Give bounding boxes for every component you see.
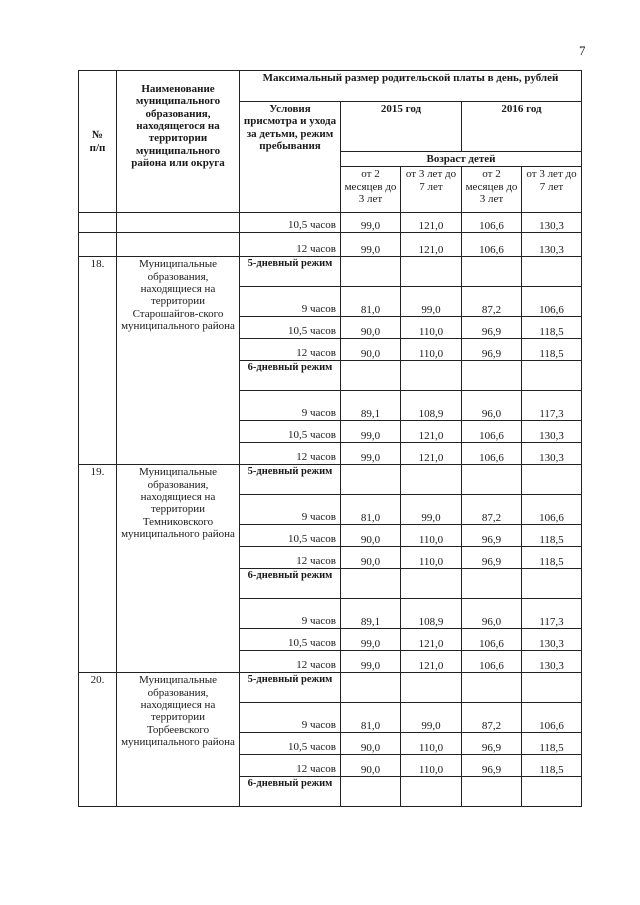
value-cell: 87,2 <box>462 287 522 317</box>
value-cell: 99,0 <box>401 703 462 733</box>
duration-cell: 12 часов <box>240 443 341 465</box>
duration-cell: 9 часов <box>240 703 341 733</box>
duration-cell: 10,5 часов <box>240 317 341 339</box>
value-cell: 99,0 <box>341 629 401 651</box>
header-age-2015-a: от 2 месяцев до 3 лет <box>341 167 401 213</box>
duration-cell: 12 часов <box>240 755 341 777</box>
value-cell: 106,6 <box>462 213 522 233</box>
value-cell: 108,9 <box>401 391 462 421</box>
value-cell: 90,0 <box>341 317 401 339</box>
value-cell: 87,2 <box>462 703 522 733</box>
section-name: Муниципальные образования, находящиеся на территории Старошайгов-ского муниципального района <box>117 257 240 465</box>
value-cell: 110,0 <box>401 755 462 777</box>
value-cell: 110,0 <box>401 733 462 755</box>
duration-cell: 9 часов <box>240 287 341 317</box>
value-cell: 96,0 <box>462 599 522 629</box>
value-cell: 90,0 <box>341 525 401 547</box>
value-cell: 118,5 <box>522 755 582 777</box>
section-name: Муниципальные образования, находящиеся на территории Торбеевского муниципального района <box>117 673 240 807</box>
empty-cell <box>401 569 462 599</box>
value-cell: 99,0 <box>341 421 401 443</box>
value-cell: 130,3 <box>522 443 582 465</box>
duration-cell: 12 часов <box>240 339 341 361</box>
value-cell: 96,9 <box>462 733 522 755</box>
value-cell: 118,5 <box>522 547 582 569</box>
empty-cell <box>522 569 582 599</box>
mode-label: 6-дневный режим <box>240 777 341 807</box>
duration-cell: 9 часов <box>240 391 341 421</box>
duration-cell: 9 часов <box>240 599 341 629</box>
value-cell: 99,0 <box>341 213 401 233</box>
mode-label: 5-дневный режим <box>240 465 341 495</box>
empty-cell <box>401 777 462 807</box>
value-cell: 96,0 <box>462 391 522 421</box>
section-name: Муниципальные образования, находящиеся на территории Темниковского муниципального района <box>117 465 240 673</box>
value-cell: 110,0 <box>401 339 462 361</box>
empty-cell <box>401 673 462 703</box>
value-cell: 110,0 <box>401 317 462 339</box>
empty-cell <box>462 777 522 807</box>
mode-row <box>79 673 582 703</box>
empty-cell <box>462 673 522 703</box>
value-cell: 110,0 <box>401 547 462 569</box>
value-cell: 106,6 <box>462 233 522 257</box>
empty-cell <box>341 361 401 391</box>
mode-row <box>79 257 582 287</box>
value-cell: 90,0 <box>341 755 401 777</box>
table-row <box>79 233 582 257</box>
header-name: Наименование муниципального образования, находящегося на территории муниципального района или округа <box>117 71 240 213</box>
empty-cell <box>341 569 401 599</box>
mode-row <box>79 465 582 495</box>
page-number: 7 <box>579 43 586 58</box>
name-cell <box>117 213 240 233</box>
empty-cell <box>341 673 401 703</box>
duration-cell: 10,5 часов <box>240 733 341 755</box>
header-age-2015-b: от 3 лет до 7 лет <box>401 167 462 213</box>
value-cell: 108,9 <box>401 599 462 629</box>
mode-label: 5-дневный режим <box>240 673 341 703</box>
empty-cell <box>522 673 582 703</box>
value-cell: 81,0 <box>341 703 401 733</box>
empty-cell <box>522 777 582 807</box>
duration-cell: 12 часов <box>240 651 341 673</box>
name-cell <box>117 233 240 257</box>
empty-cell <box>341 777 401 807</box>
empty-cell <box>462 257 522 287</box>
section-number: 19. <box>79 465 117 673</box>
empty-cell <box>522 465 582 495</box>
header-num: № п/п <box>79 71 117 213</box>
value-cell: 99,0 <box>401 495 462 525</box>
value-cell: 130,3 <box>522 629 582 651</box>
value-cell: 89,1 <box>341 599 401 629</box>
header-age-2016-b: от 3 лет до 7 лет <box>522 167 582 213</box>
value-cell: 96,9 <box>462 525 522 547</box>
empty-cell <box>401 257 462 287</box>
value-cell: 121,0 <box>401 233 462 257</box>
value-cell: 106,6 <box>462 421 522 443</box>
duration-cell: 10,5 часов <box>240 629 341 651</box>
table-row <box>79 213 582 233</box>
duration-cell: 10,5 часов <box>240 421 341 443</box>
value-cell: 118,5 <box>522 339 582 361</box>
header-max-fee: Максимальный размер родительской платы в день, рублей <box>240 71 582 102</box>
value-cell: 118,5 <box>522 733 582 755</box>
duration-cell: 10,5 часов <box>240 213 341 233</box>
value-cell: 106,6 <box>462 651 522 673</box>
value-cell: 90,0 <box>341 339 401 361</box>
header-children-age: Возраст детей <box>341 152 582 167</box>
value-cell: 106,6 <box>522 703 582 733</box>
value-cell: 130,3 <box>522 233 582 257</box>
value-cell: 121,0 <box>401 421 462 443</box>
value-cell: 99,0 <box>341 651 401 673</box>
value-cell: 106,6 <box>462 629 522 651</box>
value-cell: 117,3 <box>522 599 582 629</box>
empty-cell <box>401 465 462 495</box>
value-cell: 99,0 <box>341 233 401 257</box>
header-age-2016-a: от 2 месяцев до 3 лет <box>462 167 522 213</box>
value-cell: 106,6 <box>522 287 582 317</box>
value-cell: 121,0 <box>401 651 462 673</box>
section-number: 18. <box>79 257 117 465</box>
value-cell: 99,0 <box>341 443 401 465</box>
empty-cell <box>401 361 462 391</box>
duration-cell: 10,5 часов <box>240 525 341 547</box>
value-cell: 121,0 <box>401 629 462 651</box>
empty-cell <box>341 257 401 287</box>
value-cell: 87,2 <box>462 495 522 525</box>
value-cell: 106,6 <box>522 495 582 525</box>
empty-cell <box>462 465 522 495</box>
value-cell: 81,0 <box>341 287 401 317</box>
value-cell: 96,9 <box>462 547 522 569</box>
empty-cell <box>522 257 582 287</box>
duration-cell: 12 часов <box>240 233 341 257</box>
value-cell: 118,5 <box>522 317 582 339</box>
value-cell: 96,9 <box>462 317 522 339</box>
empty-cell <box>462 361 522 391</box>
value-cell: 106,6 <box>462 443 522 465</box>
duration-cell: 9 часов <box>240 495 341 525</box>
value-cell: 130,3 <box>522 213 582 233</box>
value-cell: 110,0 <box>401 525 462 547</box>
value-cell: 96,9 <box>462 755 522 777</box>
value-cell: 130,3 <box>522 651 582 673</box>
value-cell: 130,3 <box>522 421 582 443</box>
header-year-2016: 2016 год <box>462 102 582 152</box>
header-conditions: Условия присмотра и ухода за детьми, режим пребывания <box>240 102 341 213</box>
value-cell: 96,9 <box>462 339 522 361</box>
empty-cell <box>462 569 522 599</box>
mode-label: 5-дневный режим <box>240 257 341 287</box>
value-cell: 81,0 <box>341 495 401 525</box>
empty-cell <box>522 361 582 391</box>
parent-fee-table <box>78 70 582 807</box>
section-number: 20. <box>79 673 117 807</box>
value-cell: 121,0 <box>401 443 462 465</box>
value-cell: 99,0 <box>401 287 462 317</box>
value-cell: 90,0 <box>341 547 401 569</box>
value-cell: 89,1 <box>341 391 401 421</box>
mode-label: 6-дневный режим <box>240 361 341 391</box>
num-cell <box>79 233 117 257</box>
mode-label: 6-дневный режим <box>240 569 341 599</box>
duration-cell: 12 часов <box>240 547 341 569</box>
value-cell: 118,5 <box>522 525 582 547</box>
num-cell <box>79 213 117 233</box>
value-cell: 90,0 <box>341 733 401 755</box>
value-cell: 117,3 <box>522 391 582 421</box>
header-year-2015: 2015 год <box>341 102 462 152</box>
empty-cell <box>341 465 401 495</box>
value-cell: 121,0 <box>401 213 462 233</box>
